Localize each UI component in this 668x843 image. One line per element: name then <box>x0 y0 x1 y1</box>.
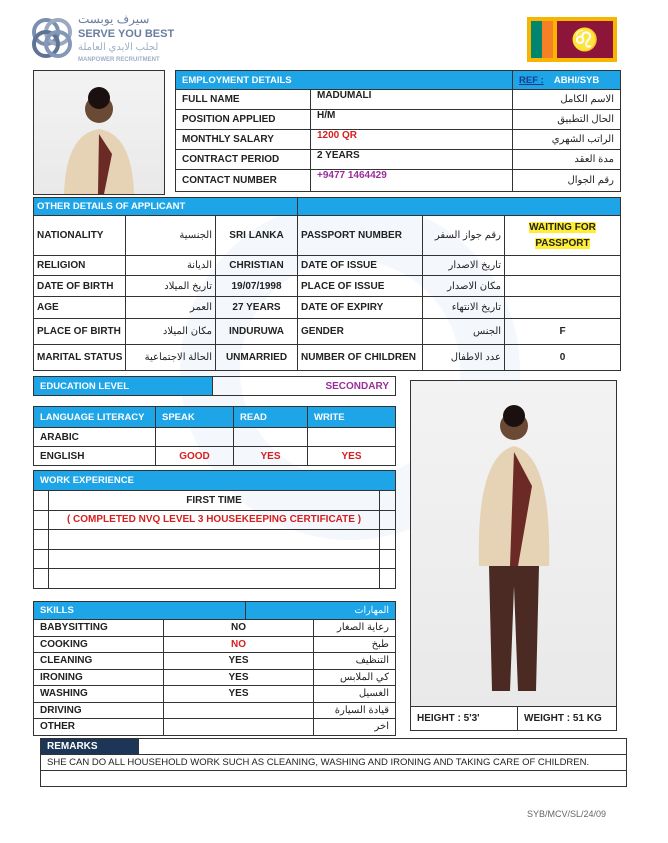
details-cell <box>34 276 126 297</box>
details-a2: تاريخ الاصدار <box>448 260 502 271</box>
skill-value: YES <box>164 669 314 686</box>
label-ar: الاسم الكامل <box>513 90 621 110</box>
details-cell <box>216 216 298 256</box>
position-value: H/M <box>311 110 513 130</box>
details-cell <box>126 319 216 345</box>
skill-row <box>34 686 396 703</box>
language-row <box>34 447 396 466</box>
work-line <box>49 569 380 589</box>
details-cell <box>126 297 216 319</box>
details-cell <box>505 319 621 345</box>
details-row <box>34 319 621 345</box>
skill-label: BABYSITTING <box>34 620 164 637</box>
details-l1: AGE <box>37 302 59 313</box>
details-cell <box>216 345 298 371</box>
details-v2: F <box>559 326 566 337</box>
remarks-header: REMARKS <box>41 739 139 755</box>
label: MONTHLY SALARY <box>176 130 311 150</box>
skills-header-ar: المهارات <box>246 602 396 620</box>
details-cell <box>505 297 621 319</box>
details-cell <box>505 216 621 256</box>
language-header: READ <box>234 407 308 428</box>
label-ar: الحال التطبيق <box>513 110 621 130</box>
sri-lanka-flag <box>527 17 617 62</box>
work-experience-table <box>33 470 396 589</box>
skill-label: CLEANING <box>34 653 164 670</box>
work-line: FIRST TIME <box>49 491 380 511</box>
details-cell <box>505 256 621 276</box>
logo-knot-icon <box>30 16 74 60</box>
education-value: SECONDARY <box>213 377 396 396</box>
skill-label-ar: اخر <box>314 719 396 736</box>
details-cell <box>216 319 298 345</box>
details-cell <box>423 276 505 297</box>
education-label: EDUCATION LEVEL <box>34 377 213 396</box>
details-cell <box>298 345 423 371</box>
applicant-photo-small <box>33 70 165 195</box>
skills-table <box>33 601 396 736</box>
details-cell <box>298 319 423 345</box>
skill-label-ar: كي الملابس <box>314 669 396 686</box>
remarks-table <box>40 738 627 787</box>
details-a1: الجنسية <box>179 230 212 241</box>
details-cell <box>126 256 216 276</box>
ref-value: ABHI/SYB <box>553 74 600 86</box>
language-cell <box>156 428 234 447</box>
skill-label-ar: قيادة السيارة <box>314 702 396 719</box>
details-l1: MARITAL STATUS <box>37 352 123 363</box>
details-a1: الحالة الاجتماعية <box>144 352 212 363</box>
language-cell: YES <box>308 447 396 466</box>
work-row <box>34 549 396 569</box>
logo-sub: MANPOWER RECRUITMENT <box>78 57 160 63</box>
applicant-photo-full <box>410 380 617 707</box>
details-l1: DATE OF BIRTH <box>37 280 114 292</box>
language-cell <box>234 428 308 447</box>
skill-row <box>34 669 396 686</box>
language-table <box>33 406 396 466</box>
details-cell <box>216 276 298 297</box>
work-row <box>34 569 396 589</box>
language-cell: ARABIC <box>34 428 156 447</box>
language-row <box>34 428 396 447</box>
work-row <box>34 530 396 550</box>
skill-value: YES <box>164 653 314 670</box>
details-l2: DATE OF ISSUE <box>301 260 377 271</box>
employment-header: EMPLOYMENT DETAILS <box>176 71 513 90</box>
skill-label: WASHING <box>34 686 164 703</box>
skill-label: DRIVING <box>34 702 164 719</box>
details-cell <box>216 297 298 319</box>
details-v1: INDURUWA <box>229 326 284 337</box>
measurements-table <box>410 706 617 731</box>
height-value: HEIGHT : 5'3' <box>411 707 518 731</box>
salary-value: 1200 QR <box>311 130 513 150</box>
other-details-header: OTHER DETAILS OF APPLICANT <box>34 198 298 216</box>
details-cell <box>34 297 126 319</box>
details-cell <box>126 276 216 297</box>
weight-value: WEIGHT : 51 KG <box>518 707 617 731</box>
details-a2: عدد الاطفال <box>450 352 502 363</box>
details-a2: رقم جواز السفر <box>434 230 502 241</box>
language-header: LANGUAGE LITERACY <box>34 407 156 428</box>
work-row <box>34 491 396 511</box>
label: CONTACT NUMBER <box>176 170 311 192</box>
skill-value <box>164 719 314 736</box>
other-details-table <box>33 197 621 371</box>
language-cell: YES <box>234 447 308 466</box>
details-l2: NUMBER OF CHILDREN <box>301 352 417 363</box>
details-cell <box>505 345 621 371</box>
details-row <box>34 216 621 256</box>
details-l1: RELIGION <box>37 260 86 271</box>
details-cell <box>423 256 505 276</box>
contact-value: +9477 1464429 <box>311 170 513 192</box>
details-cell <box>34 345 126 371</box>
details-l1: PLACE OF BIRTH <box>37 326 121 337</box>
details-l2: DATE OF EXPIRY <box>301 302 384 313</box>
skill-label-ar: طبخ <box>314 636 396 653</box>
details-row <box>34 256 621 276</box>
contract-value: 2 YEARS <box>311 150 513 170</box>
company-logo <box>30 12 175 66</box>
skill-label-ar: رعاية الصغار <box>314 620 396 637</box>
skill-value: NO <box>164 620 314 637</box>
skill-row <box>34 653 396 670</box>
remarks-text: SHE CAN DO ALL HOUSEHOLD WORK SUCH AS CLEANING, WASHING AND IRONING AND TAKING CARE OF CHILDREN. <box>41 755 627 771</box>
details-cell <box>298 276 423 297</box>
details-cell <box>505 276 621 297</box>
details-cell <box>423 297 505 319</box>
details-a1: الديانة <box>186 260 212 271</box>
details-row <box>34 345 621 371</box>
document-code: SYB/MCV/SL/24/09 <box>527 809 607 819</box>
details-cell <box>423 216 505 256</box>
logo-arabic: سيرف يوبست <box>78 12 150 26</box>
ref-label: REF : <box>519 74 544 86</box>
work-row <box>34 510 396 530</box>
details-a1: مكان الميلاد <box>162 326 212 337</box>
details-v2: 0 <box>559 352 566 363</box>
skill-label: COOKING <box>34 636 164 653</box>
details-l2: PLACE OF ISSUE <box>301 280 385 292</box>
details-a1: تاريخ الميلاد <box>164 280 212 292</box>
skill-label-ar: الغسيل <box>314 686 396 703</box>
label-ar: مدة العقد <box>513 150 621 170</box>
skill-value: YES <box>164 686 314 703</box>
label-ar: الراتب الشهري <box>513 130 621 150</box>
details-v2: WAITING FOR PASSPORT <box>529 221 596 249</box>
details-cell <box>423 345 505 371</box>
skill-label: IRONING <box>34 669 164 686</box>
employment-details-table <box>175 70 621 192</box>
language-cell <box>308 428 396 447</box>
details-row <box>34 297 621 319</box>
skill-row <box>34 702 396 719</box>
education-table <box>33 376 396 396</box>
full-name-value: MADUMALI <box>311 90 513 110</box>
details-l2: GENDER <box>301 326 344 337</box>
details-v1: 27 YEARS <box>232 302 281 313</box>
details-l2: PASSPORT NUMBER <box>301 230 402 241</box>
label: FULL NAME <box>176 90 311 110</box>
skill-label-ar: التنظيف <box>314 653 396 670</box>
details-v1: SRI LANKA <box>229 230 284 241</box>
details-cell <box>126 345 216 371</box>
details-row <box>34 276 621 297</box>
details-cell <box>216 256 298 276</box>
skills-header: SKILLS <box>34 602 246 620</box>
details-cell <box>34 216 126 256</box>
details-l1: NATIONALITY <box>37 230 104 241</box>
details-v1: 19/07/1998 <box>231 280 282 292</box>
skill-label: OTHER <box>34 719 164 736</box>
skill-row <box>34 620 396 637</box>
logo-arabic-sub: لجلب الايدي العاملة <box>78 42 159 53</box>
language-cell: GOOD <box>156 447 234 466</box>
details-cell <box>423 319 505 345</box>
details-cell <box>298 216 423 256</box>
details-a2: تاريخ الانتهاء <box>451 302 502 313</box>
language-header: SPEAK <box>156 407 234 428</box>
language-header: WRITE <box>308 407 396 428</box>
skill-row <box>34 719 396 736</box>
details-a2: الجنس <box>472 326 502 337</box>
work-line <box>49 530 380 550</box>
details-cell <box>126 216 216 256</box>
work-line <box>49 549 380 569</box>
details-cell <box>298 256 423 276</box>
skill-value <box>164 702 314 719</box>
details-v1: UNMARRIED <box>225 352 288 363</box>
work-line: ( COMPLETED NVQ LEVEL 3 HOUSEKEEPING CERTIFICATE ) <box>49 510 380 530</box>
lion-icon: ♌ <box>557 21 613 58</box>
logo-name: SERVE YOU BEST <box>78 28 175 40</box>
details-cell <box>298 297 423 319</box>
details-v1: CHRISTIAN <box>229 260 284 271</box>
work-experience-header: WORK EXPERIENCE <box>34 471 396 491</box>
label-ar: رقم الجوال <box>513 170 621 192</box>
details-a2: مكان الاصدار <box>447 280 502 292</box>
skill-row <box>34 636 396 653</box>
language-cell: ENGLISH <box>34 447 156 466</box>
details-cell <box>34 256 126 276</box>
label: POSITION APPLIED <box>176 110 311 130</box>
label: CONTRACT PERIOD <box>176 150 311 170</box>
details-a1: العمر <box>190 302 212 313</box>
skill-value: NO <box>164 636 314 653</box>
details-cell <box>34 319 126 345</box>
